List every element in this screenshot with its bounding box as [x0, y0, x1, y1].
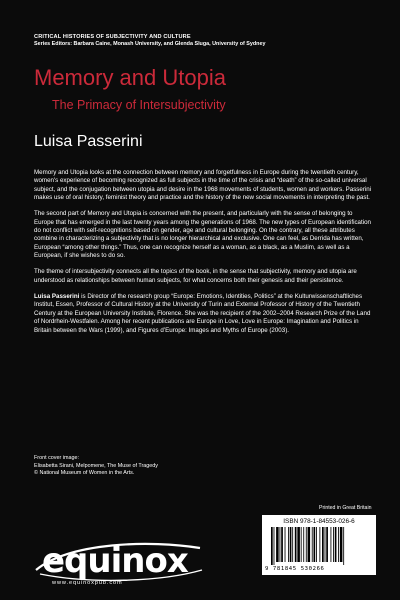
author-bio-name: Luisa Passerini: [34, 293, 80, 301]
barcode-bar: [274, 527, 275, 565]
isbn-barcode-block: [262, 515, 376, 575]
barcode-bar: [297, 527, 300, 562]
barcode-bar: [331, 527, 332, 562]
barcode-bar: [288, 527, 289, 562]
barcode-bar: [301, 527, 302, 562]
barcode-bar: [280, 527, 281, 562]
barcode-bar: [271, 527, 273, 565]
barcode-bar: [335, 527, 337, 562]
barcode-bar: [325, 527, 326, 562]
barcode-bar: [281, 527, 283, 562]
barcode-bar: [343, 527, 344, 565]
blurb-paragraph-1: Memory and Utopia looks at the connection between memory and forgetfulness in Europe during the twentieth century, women's experience of becoming recognized as full subjects in the time of the crisis and “death” of the so-called universal subject, and the conjugation between utopia and desire in the 1968 movements of students, women and workers. Passerini makes use of oral history, feminist theory and practice and the history of the new social movements in interpreting the past.: [34, 169, 372, 202]
book-subtitle: The Primacy of Intersubjectivity: [52, 98, 226, 112]
publisher-url: www.equinoxpub.com: [52, 580, 123, 586]
isbn-text: ISBN 978-1-84553-026-6: [283, 518, 355, 525]
printed-in: Printed in Great Britain: [319, 505, 372, 511]
barcode-icon: [271, 527, 367, 565]
barcode-bar: [322, 527, 324, 562]
barcode-bar: [326, 527, 328, 562]
cover-credit-line-1: Elisabetta Sirani, Melpomene, The Muse of Tragedy: [34, 462, 158, 469]
author-bio-text: is Director of the research group “Europe: Emotions, Identities, Politics” at the Kulturwissenschaftliches Institut, Essen, Professor of Cultural History at the University of Turin and External Professor of History of the Twentieth Century at the European University Institute, Florence. She was the recipient of the 2002–2004 Research Prize of the Land of Nordrhein-Westfalen. Among her recent publications are Europe in Love, Love in Europe: Imagination and Politics in Britain between the Wars (1999), and Figures d’Europe: Images and Myths of Europe (2003).: [34, 293, 371, 334]
publisher-logo: [30, 540, 210, 592]
series-editors: Series Editors: Barbara Caine, Monash University, and Glenda Sluga, University of Sydney: [34, 41, 266, 47]
barcode-bar: [316, 527, 317, 562]
barcode-bar: [319, 527, 320, 562]
series-header: [34, 34, 374, 48]
barcode-bar: [340, 527, 343, 562]
blurb-paragraph-2: The second part of Memory and Utopia is concerned with the present, and particularly with the sense of belonging to Europe that has emerged in the last twenty years among the generations of 1968. The new types of European identification do not conflict with self-recognitions based on gender, age and cultural belonging. On the contrary, all these attributes combine in characterizing a subjectivity that is no longer hierarchical and exclusive. One can feel, as Derrida has written, European “among other things.” Thus, one can recognize herself as a woman, as a black, as a Muslim, as well as a European, if she wishes to do so.: [34, 210, 371, 260]
barcode-digits: 9 781845 530266: [265, 566, 325, 572]
cover-credit-line-2: © National Museum of Women in the Arts.: [34, 470, 135, 477]
barcode-bar: [290, 527, 292, 562]
book-author: Luisa Passerini: [34, 133, 143, 150]
series-name: CRITICAL HISTORIES OF SUBJECTIVITY AND CULTURE: [34, 34, 191, 40]
blurb: [34, 169, 374, 343]
blurb-paragraph-3: The theme of intersubjectivity connects all the topics of the book, in the sense that subjectivity, memory and utopia are understood as relationships between human subjects, for what concerns both their genesis and their persistence.: [34, 268, 357, 284]
cover-image-credit: [34, 455, 234, 478]
barcode-bar: [292, 527, 293, 562]
publisher-logo-text: equinox: [42, 541, 188, 581]
barcode-bar: [312, 527, 313, 562]
barcode-bar: [333, 527, 334, 562]
barcode-bar: [285, 527, 286, 562]
book-title: Memory and Utopia: [34, 65, 226, 90]
author-bio: [34, 293, 374, 335]
barcode-bar: [276, 527, 279, 562]
barcode-bar: [306, 527, 307, 562]
barcode-bar: [314, 527, 316, 562]
barcode-bar: [338, 527, 339, 562]
barcode-bar: [308, 527, 311, 562]
barcode-bar: [295, 527, 297, 562]
barcode-bar: [303, 527, 304, 562]
cover-credit-heading: Front cover image:: [34, 455, 79, 461]
